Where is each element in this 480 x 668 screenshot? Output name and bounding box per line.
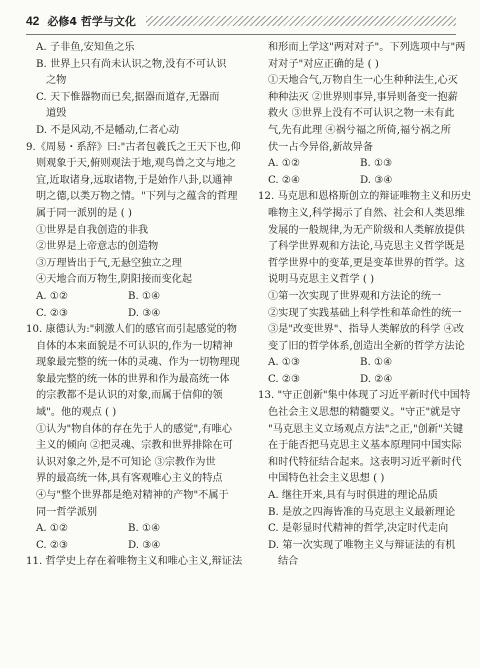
question-text-line: 在于能否把马克思主义基本原理同中国实际 [268,440,462,452]
option-line: 之物 [46,75,67,87]
question-10-stem: 10. 康德认为:"刺激人们的感官而引起感觉的物 [26,324,237,336]
question-text-line: "马克思主义立场观点方法"之正,"创新"关键 [268,423,464,435]
left-column [26,40,243,571]
question-text-line: 和形而上学这"两对对子"。下列选项中与"两 [268,42,466,53]
book-title: 必修4 哲学与文化 [47,15,136,28]
statement-line: 同一哲学派别 [36,506,98,518]
choice-d[interactable]: D. ②④ [360,373,393,385]
statement-line: 主义的倾向 ②把灵魂、宗教和世界排除在可 [36,440,233,452]
choice-b[interactable]: B. ①④ [360,357,393,369]
question-9-options-row-1 [26,289,230,306]
question-11-options-row-1 [258,156,462,173]
question-9-options-row-2 [26,306,230,323]
question-text-line: 色社会主义思想的精髓要义。"守正"就是守 [268,407,461,419]
question-text-line: 域"。他的观点 ( ) [36,407,117,419]
option-line: B. 世界上只有尚未认识之物,没有不可认识 [36,58,227,70]
question-12-options-row-1 [258,355,462,372]
statement-line: ③是"改变世界"、指导人类解放的科学 ④改 [268,324,464,336]
statement-line: ①天地合气,万物自生一心生种种法生,心灭 [268,75,458,87]
statement-line: 气,先有此理 ④祸兮福之所倚,福兮祸之所 [268,124,451,136]
choice-a[interactable]: A. ①② [36,290,69,302]
question-text-line: 象最完整的统一体的世界和作为最高统一体 [36,373,230,385]
header-hatch-decoration [146,16,456,26]
question-10-options-row-2 [26,538,230,555]
question-text-line: 中国特色社会主义思想 ( ) [268,473,385,485]
page-number: 42 [26,14,40,28]
statement-line: ①第一次实现了世界观和方法论的统一 [268,290,442,302]
statement-line: ①世界是自我创造的非我 [36,224,149,236]
choice-b[interactable]: B. 是放之四海皆准的马克思主义最新理论 [268,506,456,518]
statement-line: 救火 ③世界上没有不可认识之物一未有此 [268,108,455,120]
statement-line: ③万理皆出于气,无悬空独立之理 [36,257,182,269]
question-text-line: 对对子"对应正确的是 ( ) [268,58,379,70]
question-13-stem: 13. "守正创新"集中体现了习近平新时代中国特 [258,390,471,402]
question-text-line: 属于同一派别的是 ( ) [36,207,132,219]
option-line: C. 天下惟器物而已矣,据器而道存,无器而 [36,91,220,103]
choice-c[interactable]: C. 是彰显时代精神的哲学,决定时代走向 [268,523,449,535]
choice-d[interactable]: D. ③④ [128,539,161,551]
statement-line: ②实现了实践基础上科学性和革命性的统一 [268,307,462,319]
statement-line: 伏一占今异俗,新故异备 [268,141,374,153]
choice-c[interactable]: C. ②③ [268,373,301,385]
question-text-line: 则观象于天,俯则观法于地,观鸟兽之文与地之 [36,158,237,170]
choice-d[interactable]: D. ③④ [128,307,161,319]
question-10-options-row-1 [26,521,230,538]
question-text-line: 哲学世界中的变革,更是变革世界的哲学。这 [268,257,465,269]
statement-line: 变了旧的哲学体系,创造出全新的哲学方法论 [268,340,465,352]
statement-line: ④与"整个世界都是绝对精神的产物"不属于 [36,490,229,502]
right-column [258,40,472,571]
choice-c[interactable]: C. ②④ [268,174,301,186]
statement-line: ④天地合而万物生,阴阳接而变化起 [36,274,193,286]
question-11-options-row-2 [258,173,462,190]
question-text-line: 的宗教都不是认识的对象,而属于信仰的领 [36,390,223,402]
question-text-line: 宜,近取诸身,远取诸物,于是始作八卦,以通神 [36,174,233,186]
choice-c[interactable]: C. ②③ [36,307,69,319]
option-line: 道毁 [46,108,67,120]
page-header [26,10,456,32]
choice-b[interactable]: B. ①④ [128,523,161,535]
choice-a[interactable]: A. ①② [268,158,301,170]
statement-line: 认识对象之外,是不可知论 ③宗教作为世 [36,456,216,468]
choice-d-continuation: 结合 [278,556,299,568]
question-text-line: 现象最完整的统一体的灵魂、作为一切物理现 [36,357,240,369]
question-text-line: 和时代特征结合起来。这表明习近平新时代 [268,456,462,468]
question-text-line: 自体的本来面貌是不可认识的,作为一切精神 [36,340,233,352]
question-11-stem: 11. 哲学史上存在着唯物主义和唯心主义,辩证法 [26,556,243,568]
question-text-line: 了科学世界观和方法论,马克思主义哲学既是 [268,241,465,253]
question-9-stem: 9.《周易・系辞》曰:"古者包羲氏之王天下也,仰 [26,141,241,153]
choice-c[interactable]: C. ②③ [36,539,69,551]
choice-d[interactable]: D. 第一次实现了唯物主义与辩证法的有机 [268,539,456,551]
choice-a[interactable]: A. ①② [36,523,69,535]
option-line: A. 子非鱼,安知鱼之乐 [36,42,135,53]
choice-a[interactable]: A. ①③ [268,357,301,369]
question-text-line: 发展的一般规律,为无产阶级和人类解放提供 [268,224,465,236]
option-line: D. 不是风动,不是幡动,仁者心动 [36,124,180,136]
choice-d[interactable]: D. ③④ [360,174,393,186]
question-text-line: 明之德,以类万物之情。"下列与之蕴含的哲理 [36,191,238,203]
question-12-stem: 12. 马克思和恩格斯创立的辩证唯物主义和历史 [258,191,472,203]
statement-line: ①认为"物自体的存在先于人的感觉",有唯心 [36,423,232,435]
question-text-line: 说明马克思主义哲学 ( ) [268,274,375,286]
choice-b[interactable]: B. ①④ [128,290,161,302]
choice-a[interactable]: A. 继往开来,具有与时俱进的理论品质 [268,490,438,502]
question-12-options-row-2 [258,372,462,389]
statement-line: 种种法灭 ②世界则事异,事异则备变一抱薪 [268,91,458,103]
question-text-line: 唯物主义,科学揭示了自然、社会和人类思维 [268,207,465,219]
header-rule [26,34,456,35]
statement-line: 界的最高统一体,具有客观唯心主义的特点 [36,473,223,485]
choice-b[interactable]: B. ①③ [360,158,393,170]
statement-line: ②世界是上帝意志的创造物 [36,241,159,253]
